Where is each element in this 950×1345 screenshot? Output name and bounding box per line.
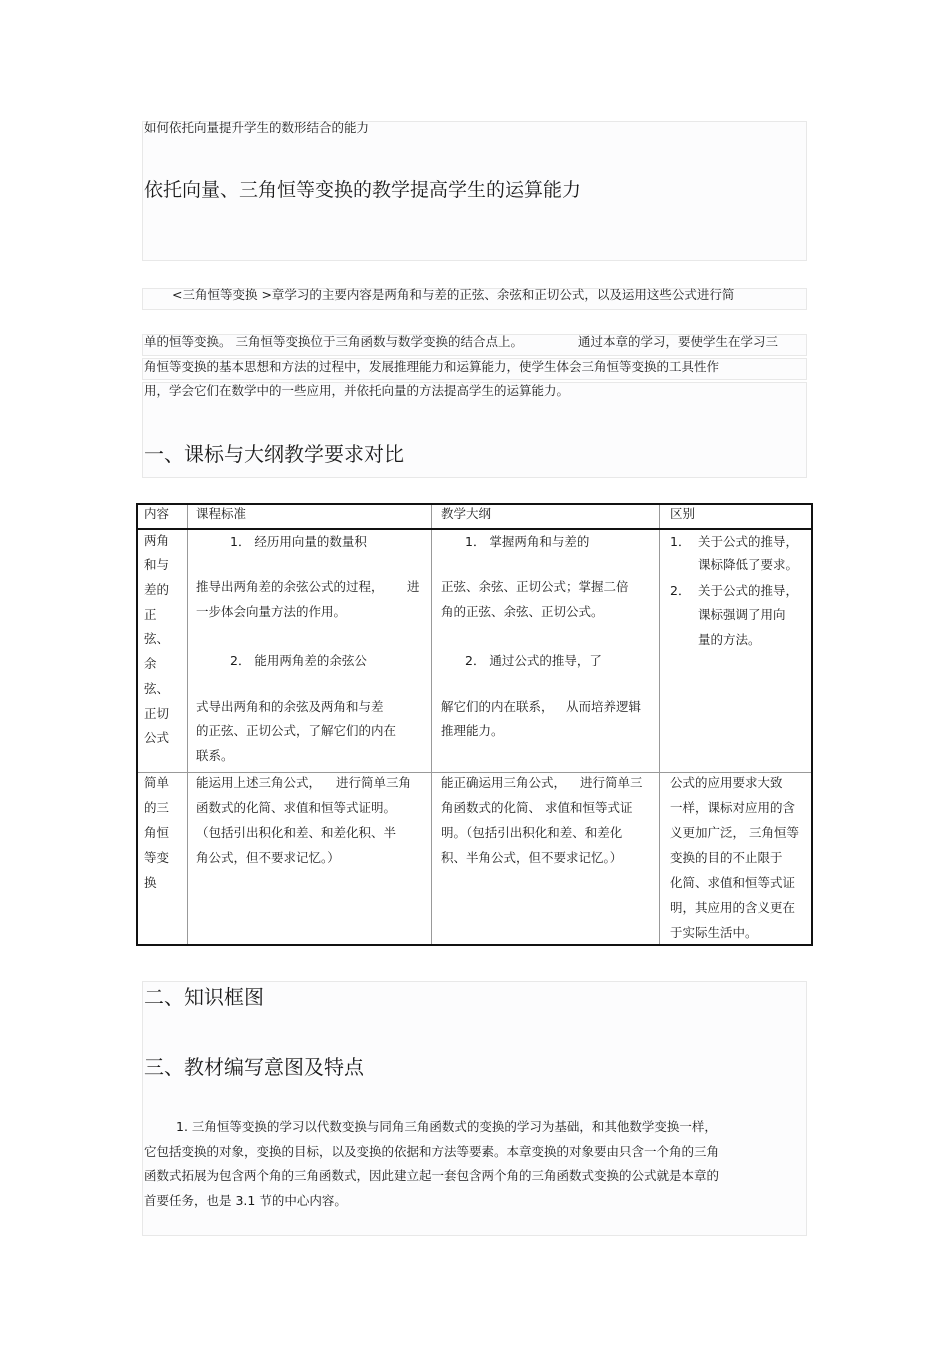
section3-paragraph-line: 它包括变换的对象，变换的目标，以及变换的依据和方法等要素。本章变换的对象要由只含一个角的三角 <box>144 1144 720 1159</box>
document-title: 如何依托向量提升学生的数形结合的能力 <box>144 120 370 135</box>
row1-standard-line: 2． 能用两角差的余弦公 <box>230 653 367 668</box>
row1-standard-line: 1． 经历用向量的数量积 <box>230 534 367 549</box>
row1-syllabus-line: 从而培养逻辑 <box>566 699 642 714</box>
row1-difference-line: 课标强调了用向 <box>698 607 786 622</box>
header-standard: 课程标准 <box>196 506 247 521</box>
row1-content-line: 差的 <box>144 582 170 597</box>
row2-difference-line: 明，其应用的含义更在 <box>670 900 796 915</box>
intro-line-2b: 通过本章的学习，要使学生在学习三 <box>578 334 779 349</box>
row1-standard-line: 一步体会向量方法的作用。 <box>196 604 347 619</box>
intro-line-4: 用，学会它们在数学中的一些应用，并依托向量的方法提高学生的运算能力。 <box>144 383 570 398</box>
section1-heading: 一、课标与大纲教学要求对比 <box>144 442 404 466</box>
section3-paragraph-line: 首要任务，也是 3.1 节的中心内容。 <box>144 1193 347 1208</box>
row1-content-line: 正切 <box>144 706 170 721</box>
row2-difference-line: 公式的应用要求大致 <box>670 775 783 790</box>
row1-difference-line: 关于公式的推导， <box>698 534 799 549</box>
section3-paragraph-line: 1. 三角恒等变换的学习以代数变换与同角三角函数式的变换的学习为基础，和其他数学变换一样， <box>176 1119 717 1134</box>
header-syllabus: 教学大纲 <box>441 506 492 521</box>
row2-standard-line: 能运用上述三角公式， <box>196 775 322 790</box>
intro-line-3: 角恒等变换的基本思想和方法的过程中，发展推理能力和运算能力，使学生体会三角恒等变换的工具性作 <box>144 359 720 374</box>
row1-syllabus-line: 2． 通过公式的推导，了 <box>465 653 602 668</box>
row2-syllabus-line: 角函数式的化简、 求值和恒等式证 <box>441 800 633 815</box>
row2-syllabus-line: 积、半角公式，但不要求记忆。） <box>441 850 623 865</box>
row2-standard-line: （包括引出积化和差、和差化积、半 <box>196 825 397 840</box>
section3-heading: 三、教材编写意图及特点 <box>144 1055 364 1079</box>
row1-syllabus-line: 1． 掌握两角和与差的 <box>465 534 590 549</box>
row1-content-line: 余 <box>144 656 157 671</box>
row1-content-line: 弦、 <box>144 631 170 646</box>
row1-syllabus-line: 推理能力。 <box>441 723 504 738</box>
row2-standard-line: 角公式，但不要求记忆。） <box>196 850 340 865</box>
row2-syllabus-line: 能正确运用三角公式， <box>441 775 567 790</box>
section3-paragraph-line: 函数式拓展为包含两个角的三角函数式，因此建立起一套包含两个角的三角函数式变换的公式就是本章的 <box>144 1168 720 1183</box>
row2-difference-line: 义更加广泛， 三角恒等 <box>670 825 799 840</box>
row1-standard-line: 推导出两角差的余弦公式的过程， <box>196 579 384 594</box>
row1-difference-number: 1． <box>670 534 691 549</box>
row1-standard-line: 式导出两角和的余弦及两角和与差 <box>196 699 384 714</box>
row2-difference-line: 于实际生活中。 <box>670 925 758 940</box>
row1-difference-line: 关于公式的推导， <box>698 583 799 598</box>
row2-content-line: 换 <box>144 875 157 890</box>
row1-syllabus-line: 角的正弦、余弦、正切公式。 <box>441 604 604 619</box>
header-content: 内容 <box>144 506 170 521</box>
row2-standard-line: 函数式的化简、求值和恒等式证明。 <box>196 800 397 815</box>
main-title: 依托向量、三角恒等变换的教学提高学生的运算能力 <box>144 179 582 201</box>
row1-standard-line: 的正弦、正切公式，了解它们的内在 <box>196 723 397 738</box>
row2-content-line: 简单 <box>144 775 170 790</box>
row2-syllabus-line: 明。（包括引出积化和差、和差化 <box>441 825 623 840</box>
row2-content-line: 角恒 <box>144 825 170 840</box>
row2-difference-line: 变换的目的不止限于 <box>670 850 783 865</box>
row1-content-line: 正 <box>144 607 157 622</box>
row1-syllabus-line: 正弦、余弦、正切公式；掌握二倍 <box>441 579 629 594</box>
intro-line-1: <三角恒等变换 >章学习的主要内容是两角和与差的正弦、余弦和正切公式，以及运用这些公式进行简 <box>172 287 735 302</box>
intro-line-2a: 单的恒等变换。 三角恒等变换位于三角函数与数学变换的结合点上。 <box>144 334 523 349</box>
row1-difference-line: 课标降低了要求。 <box>698 557 799 572</box>
row2-difference-line: 一样，课标对应用的含 <box>670 800 796 815</box>
row1-syllabus-line: 解它们的内在联系， <box>441 699 554 714</box>
row1-content-line: 两角 <box>144 533 170 548</box>
row2-standard-line: 进行简单三角 <box>336 775 412 790</box>
header-difference: 区别 <box>670 506 696 521</box>
section2-heading: 二、知识框图 <box>144 985 264 1009</box>
row2-difference-line: 化简、求值和恒等式证 <box>670 875 796 890</box>
row1-standard-line: 联系。 <box>196 748 234 763</box>
row2-syllabus-line: 进行简单三 <box>580 775 643 790</box>
row1-content-line: 公式 <box>144 730 170 745</box>
row1-difference-line: 量的方法。 <box>698 632 761 647</box>
row2-content-line: 的三 <box>144 800 170 815</box>
row1-content-line: 和与 <box>144 557 170 572</box>
row2-content-line: 等变 <box>144 850 170 865</box>
row1-difference-number: 2． <box>670 583 691 598</box>
row1-content-line: 弦、 <box>144 681 170 696</box>
row1-standard-line: 进 <box>407 579 420 594</box>
